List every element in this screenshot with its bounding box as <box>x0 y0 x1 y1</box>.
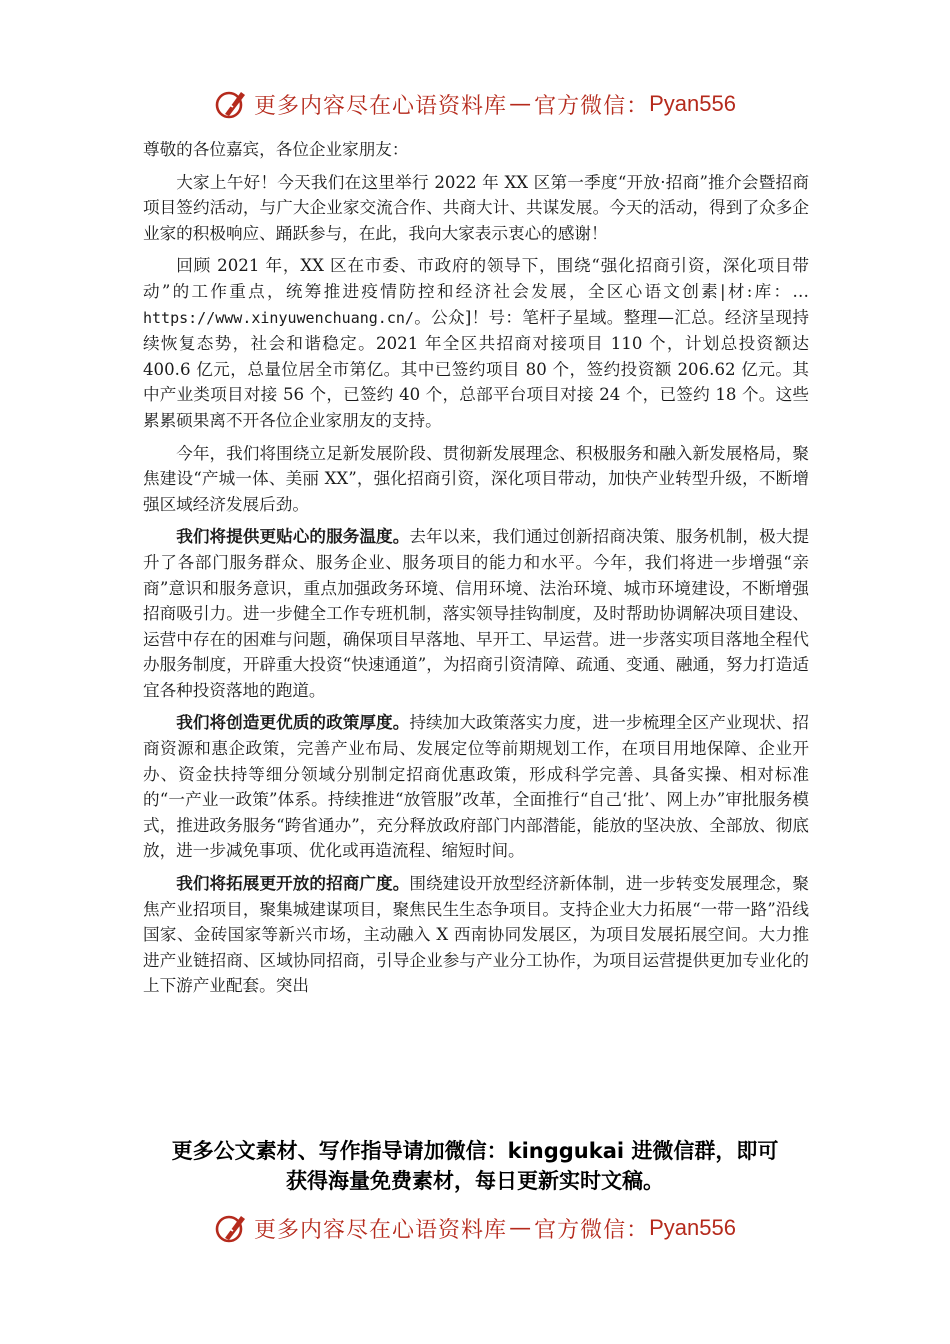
paragraph-review <box>143 253 809 433</box>
paragraph-plan: 今年，我们将围绕立足新发展阶段、贯彻新发展理念、积极服务和融入新发展格局，聚焦建设“产城一体、美丽 XX”，强化招商引资，深化项目带动，加快产业转型升级，不断增强区域经济发展后劲。 <box>143 443 809 514</box>
pen-circle-logo-icon <box>214 1211 248 1245</box>
review-text-a: 回顾 2021 年，XX 区在市委、市政府的领导下，围绕“强化招商引资，深化项目带动”的工作重点，统筹推进疫情防控和经济社会发展，全区心语文创素|材:库：… <box>143 256 809 301</box>
source-url: https://www.xinyuwenchuang.cn/ <box>143 308 414 327</box>
policy-heading: 我们将创造更优质的政策厚度。 <box>176 713 410 733</box>
banner-handle: Pyan556 <box>649 91 736 116</box>
banner-text: 更多内容尽在心语资料库 <box>254 1217 508 1243</box>
promo-notice <box>0 1136 950 1196</box>
openness-text: 围绕建设开放型经济新体制，进一步转变发展理念，聚焦产业招项目，聚集城建谋项目，聚焦民生生态争项目。支持企业大力拓展“一带一路”沿线国家、金砖国家等新兴市场，主动融入 X 西南协同发展区，为项目发展拓展空间。大力推进产业链招商、区域协同招商，引导企业参与产业分工协作，为项目运营提供更加专业化的上下游产业配套。突出 <box>143 874 810 996</box>
banner-wechat-label: 官方微信： <box>534 93 650 119</box>
promo-line-1: 更多公文素材、写作指导请加微信：kinggukai 进微信群，即可 <box>171 1139 779 1163</box>
review-text-b: 。公众]！号：笔杆子星域。整理—汇总。经济呈现持续恢复态势，社会和谐稳定。2021 年全区共招商对接项目 110 个，计划总投资额达 400.6 亿元，总量位居全市第亿。其中已签约项目 80 个，签约投资额 206.62 亿元。其中产业类项目对接 56 个，已签约 40 个，总部平台项目对接 24 个，已签约 18 个。这些累累硕果离不开各位企业家朋友的支持。 <box>143 307 809 430</box>
promo-line-2: 获得海量免费素材，每日更新实时文稿。 <box>286 1169 664 1193</box>
banner-wechat-label: 官方微信： <box>534 1217 650 1243</box>
document-body <box>143 137 809 1006</box>
salutation: 尊敬的各位嘉宾，各位企业家朋友： <box>143 140 409 159</box>
paragraph-service <box>143 524 809 703</box>
banner-dash: — <box>509 1215 533 1241</box>
paragraph-openness <box>143 871 809 999</box>
header-banner <box>0 82 950 126</box>
policy-text: 持续加大政策落实力度，进一步梳理全区产业现状、招商资源和惠企政策，完善产业布局、发展定位等前期规划工作，在项目用地保障、企业开办、资金扶持等细分领域分别制定招商优惠政策，形成科学完善、具备实操、相对标准的“一产业一政策”体系。持续推进“放管服”改革，全面推行“自己‘批’、网上办”审批服务模式，推进政务服务“跨省通办”，充分释放政府部门内部潜能，能放的坚决放、全部放、彻底放，进一步减免事项、优化或再造流程、缩短时间。 <box>143 713 810 861</box>
paragraph-policy <box>143 710 809 864</box>
footer-banner <box>0 1206 950 1250</box>
pen-circle-logo-icon <box>214 87 248 121</box>
service-text: 去年以来，我们通过创新招商决策、服务机制，极大提升了各部门服务群众、服务企业、服务项目的能力和水平。今年，我们将进一步增强“亲商”意识和服务意识，重点加强政务环境、信用环境、法治环境、城市环境建设，不断增强招商吸引力。进一步健全工作专班机制，落实领导挂钩制度，及时帮助协调解决项目建设、运营中存在的困难与问题，确保项目早落地、早开工、早运营。进一步落实项目落地全程代办服务制度，开辟重大投资“快速通道”，为招商引资清障、疏通、变通、融通，努力打造适宜各种投资落地的跑道。 <box>143 527 810 700</box>
service-heading: 我们将提供更贴心的服务温度。 <box>176 527 410 547</box>
banner-handle: Pyan556 <box>649 1215 736 1240</box>
paragraph-opening: 大家上午好！今天我们在这里举行 2022 年 XX 区第一季度“开放·招商”推介会暨招商项目签约活动，与广大企业家交流合作、共商大计、共谋发展。今天的活动，得到了众多企业家的积极响应、踊跃参与，在此，我向大家表示衷心的感谢！ <box>143 172 809 243</box>
openness-heading: 我们将拓展更开放的招商广度。 <box>176 874 410 894</box>
banner-text: 更多内容尽在心语资料库 <box>254 93 508 119</box>
banner-dash: — <box>509 91 533 117</box>
